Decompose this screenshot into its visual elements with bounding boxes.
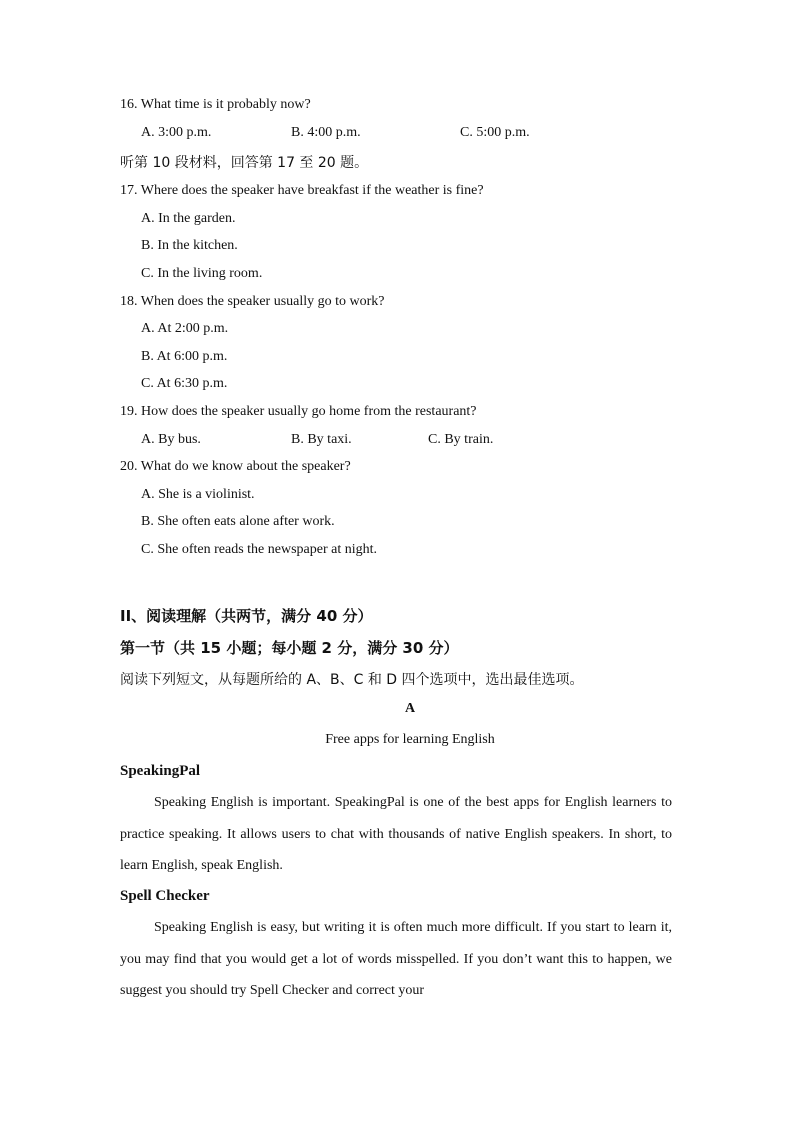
q20-option-a: A. She is a violinist. [141, 487, 255, 502]
q18-option-c: C. At 6:30 p.m. [141, 376, 228, 391]
q17-option-a: A. In the garden. [141, 211, 236, 226]
reading-instruction: 阅读下列短文，从每题所给的 A、B、C 和 D 四个选项中，选出最佳选项。 [120, 672, 584, 688]
q20-option-c: C. She often reads the newspaper at night. [141, 542, 377, 557]
part-title: 第一节（共 15 小题；每小题 2 分，满分 30 分） [120, 639, 459, 657]
q16-option-b: B. 4:00 p.m. [291, 125, 361, 140]
section-title: II、阅读理解（共两节，满分 40 分） [120, 607, 373, 625]
q16-option-c: C. 5:00 p.m. [460, 125, 530, 140]
question-17: 17. Where does the speaker have breakfast if the weather is fine? [120, 183, 484, 198]
q19-option-a: A. By bus. [141, 432, 201, 447]
app-name-speakingpal: SpeakingPal [120, 763, 201, 779]
q18-option-a: A. At 2:00 p.m. [141, 321, 229, 336]
q17-option-c: C. In the living room. [141, 266, 263, 281]
q16-option-a: A. 3:00 p.m. [141, 125, 212, 140]
q17-option-b: B. In the kitchen. [141, 238, 238, 253]
question-18: 18. When does the speaker usually go to work? [120, 294, 385, 309]
passage-label: A [404, 701, 416, 716]
app-name-spell-checker: Spell Checker [120, 888, 210, 904]
q18-option-b: B. At 6:00 p.m. [141, 349, 228, 364]
listening-instruction: 听第 10 段材料，回答第 17 至 20 题。 [120, 155, 369, 171]
question-19: 19. How does the speaker usually go home from the restaurant? [120, 404, 477, 419]
question-20: 20. What do we know about the speaker? [120, 459, 351, 474]
app-text-spell-checker: Speaking English is easy, but writing it is often much more difficult. If you start to learn it, you may find that you would get a lot of words misspelled. If you don’t want this to happen, we suggest you should try Spell Checker and correct your [120, 920, 672, 998]
app-text-speakingpal: Speaking English is important. SpeakingPal is one of the best apps for English learners to practice speaking. It allows users to chat with thousands of native English speakers. In short, to learn English, speak English. [120, 795, 672, 873]
passage-title: Free apps for learning English [325, 732, 495, 747]
q20-option-b: B. She often eats alone after work. [141, 514, 335, 529]
q19-option-c: C. By train. [428, 432, 494, 447]
q19-option-b: B. By taxi. [291, 432, 352, 447]
question-16: 16. What time is it probably now? [120, 97, 311, 112]
